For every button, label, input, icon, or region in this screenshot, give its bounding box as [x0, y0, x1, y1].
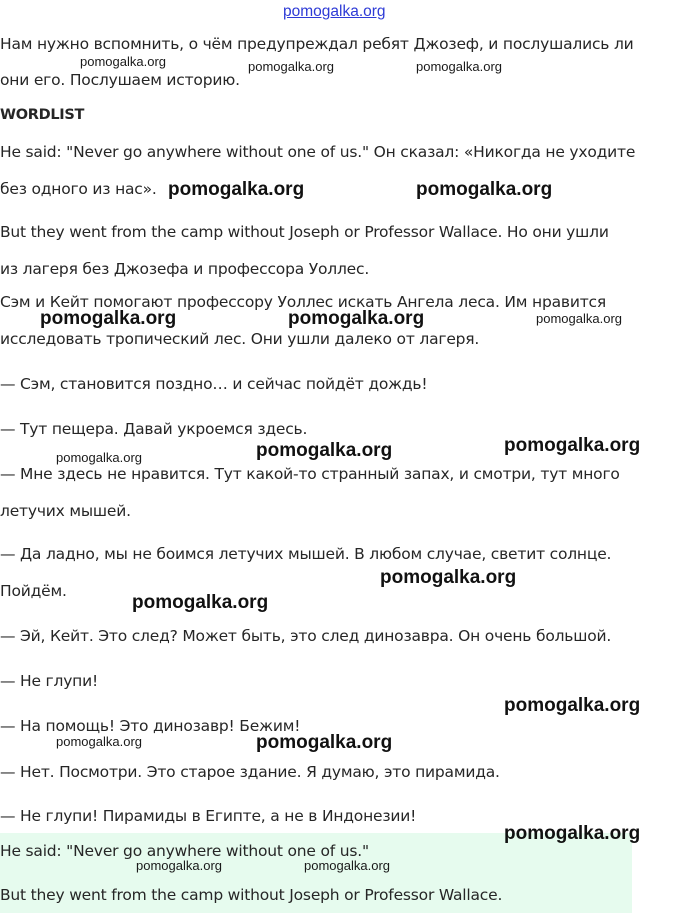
- watermark: pomogalka.org: [56, 734, 142, 749]
- intro-line-2: они его. Послушаем историю.: [0, 71, 240, 89]
- story-line: — Нет. Посмотри. Это старое здание. Я думаю, это пирамида.: [0, 763, 500, 781]
- story-line: без одного из нас».: [0, 180, 157, 198]
- story-line: — Тут пещера. Давай укроемся здесь.: [0, 420, 308, 438]
- watermark: pomogalka.org: [304, 858, 390, 873]
- story-line: из лагеря без Джозефа и профессора Уоллес.: [0, 260, 370, 278]
- site-link[interactable]: pomogalka.org: [283, 3, 386, 20]
- watermark: pomogalka.org: [504, 695, 641, 716]
- story-line: Пойдём.: [0, 582, 67, 600]
- watermark: pomogalka.org: [416, 179, 553, 200]
- watermark: pomogalka.org: [256, 440, 393, 461]
- highlight-line-2: But they went from the camp without Joseph or Professor Wallace.: [0, 886, 503, 904]
- story-line: летучих мышей.: [0, 502, 131, 520]
- watermark: pomogalka.org: [504, 823, 641, 844]
- watermark: pomogalka.org: [56, 450, 142, 465]
- wordlist-heading: WORDLIST: [0, 107, 85, 123]
- story-line: — На помощь! Это динозавр! Бежим!: [0, 717, 301, 735]
- watermark: pomogalka.org: [536, 311, 622, 326]
- story-line: — Не глупи! Пирамиды в Египте, а не в Индонезии!: [0, 807, 417, 825]
- watermark: pomogalka.org: [136, 858, 222, 873]
- story-line: — Мне здесь не нравится. Тут какой-то странный запах, и смотри, тут много: [0, 465, 620, 483]
- watermark: pomogalka.org: [40, 308, 177, 329]
- story-line: — Эй, Кейт. Это след? Может быть, это след динозавра. Он очень большой.: [0, 627, 612, 645]
- watermark: pomogalka.org: [248, 59, 334, 74]
- watermark: pomogalka.org: [132, 592, 269, 613]
- watermark: pomogalka.org: [504, 435, 641, 456]
- story-line: But they went from the camp without Joseph or Professor Wallace. Но они ушли: [0, 223, 609, 241]
- watermark: pomogalka.org: [80, 54, 166, 69]
- story-line: Сэм и Кейт помогают профессору Уоллес искать Ангела леса. Им нравится: [0, 293, 606, 311]
- watermark: pomogalka.org: [288, 308, 425, 329]
- watermark: pomogalka.org: [380, 567, 517, 588]
- watermark: pomogalka.org: [168, 179, 305, 200]
- story-line: He said: "Never go anywhere without one of us." Он сказал: «Никогда не уходите: [0, 143, 636, 161]
- watermark: pomogalka.org: [256, 732, 393, 753]
- highlight-line-1: He said: "Never go anywhere without one of us.": [0, 842, 369, 860]
- story-line: — Сэм, становится поздно… и сейчас пойдёт дождь!: [0, 375, 428, 393]
- intro-line-1: Нам нужно вспомнить, о чём предупреждал ребят Джозеф, и послушались ли: [0, 35, 634, 53]
- story-line: исследовать тропический лес. Они ушли далеко от лагеря.: [0, 330, 480, 348]
- story-line: — Да ладно, мы не боимся летучих мышей. В любом случае, светит солнце.: [0, 545, 612, 563]
- story-line: — Не глупи!: [0, 672, 98, 690]
- watermark: pomogalka.org: [416, 59, 502, 74]
